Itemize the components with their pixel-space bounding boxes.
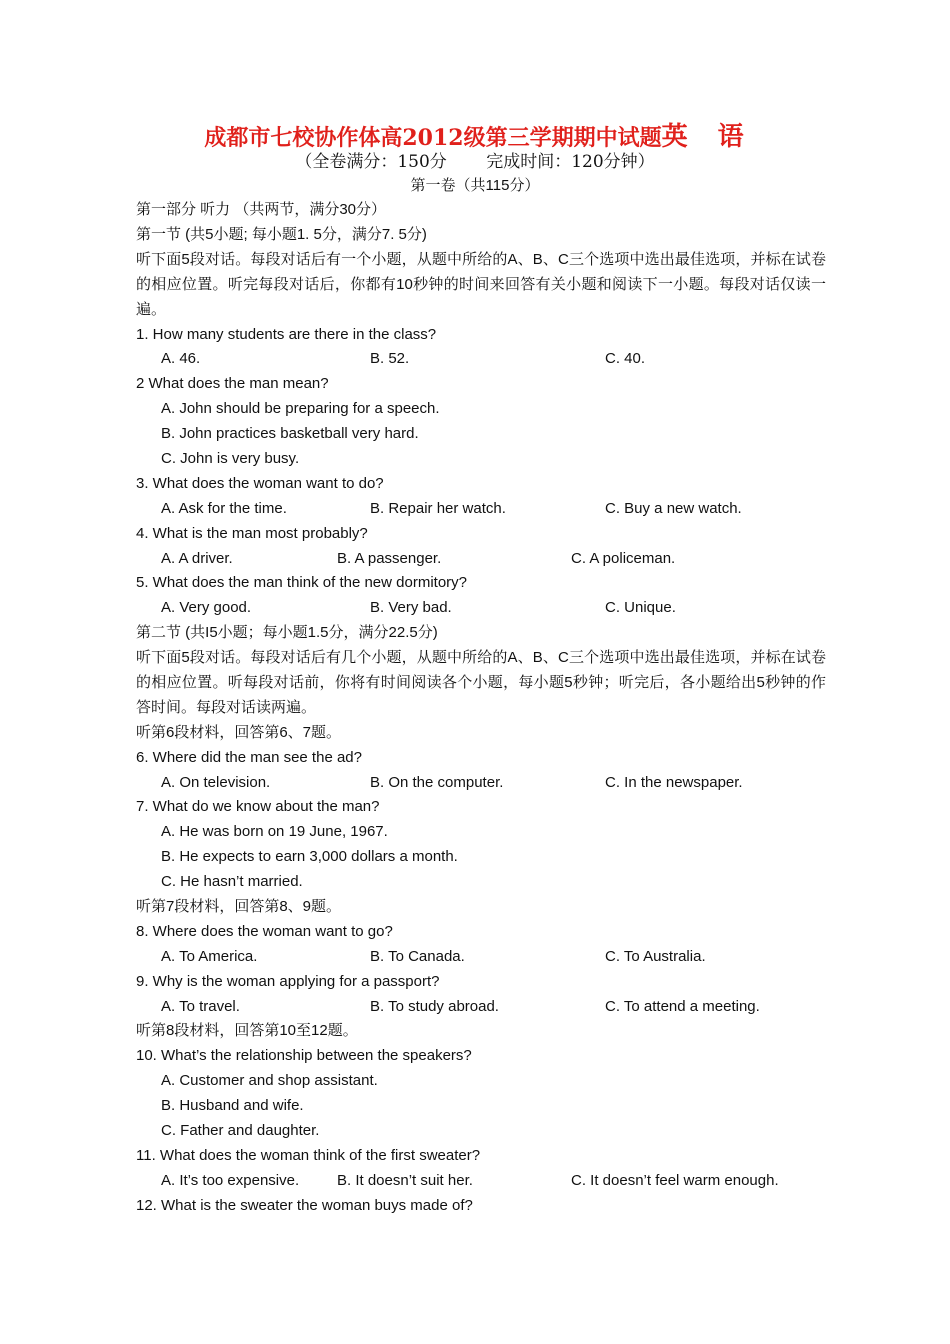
q8-option-c: C. To Australia. (605, 947, 706, 965)
q4-option-a: A. A driver. (161, 549, 233, 567)
q11-option-a: A. It’s too expensive. (161, 1171, 300, 1189)
q4-option-c: C. A policeman. (571, 549, 676, 567)
q4-option-b: B. A passenger. (337, 549, 442, 567)
q2-option-a: A. John should be preparing for a speech. (161, 400, 440, 418)
question-2: 2 What does the man mean? (136, 375, 329, 393)
question-1: 1. How many students are there in the class? (136, 325, 437, 343)
question-6: 6. Where did the man see the ad? (136, 748, 362, 766)
part1-heading: 第一部分 听力 （共两节，满分30分） (136, 201, 387, 218)
q2-option-b: B. John practices basketball very hard. (161, 425, 419, 443)
material-8-note: 听第8段材料，回答第10至12题。 (136, 1022, 358, 1040)
q11-option-b: B. It doesn’t suit her. (337, 1171, 473, 1189)
q5-option-c: C. Unique. (605, 599, 676, 617)
q1-option-a: A. 46. (161, 350, 201, 368)
q6-option-b: B. On the computer. (370, 773, 504, 791)
q1-option-b: B. 52. (370, 350, 410, 368)
material-6-note: 听第6段材料，回答第6、7题。 (136, 723, 342, 741)
q3-option-a: A. Ask for the time. (161, 499, 287, 517)
question-12: 12. What is the sweater the woman buys made of? (136, 1196, 473, 1214)
question-11: 11. What does the woman think of the first sweater? (136, 1146, 481, 1164)
question-6-options (136, 771, 826, 796)
question-5-options (136, 596, 826, 621)
q6-option-c: C. In the newspaper. (605, 773, 743, 791)
q6-option-a: A. On television. (161, 773, 271, 791)
q9-option-c: C. To attend a meeting. (605, 997, 760, 1015)
q10-option-a: A. Customer and shop assistant. (161, 1072, 378, 1090)
question-3-options (136, 497, 826, 522)
q5-option-b: B. Very bad. (370, 599, 452, 617)
q1-option-c: C. 40. (605, 350, 646, 368)
exam-subtitle: （全卷满分：150分 完成时间：120分钟） (295, 152, 655, 172)
q3-option-c: C. Buy a new watch. (605, 499, 742, 517)
question-9-options (136, 995, 826, 1020)
q10-option-b: B. Husband and wife. (161, 1097, 304, 1115)
q8-option-a: A. To America. (161, 947, 258, 965)
material-7-note: 听第7段材料，回答第8、9题。 (136, 898, 342, 916)
section2-heading: 第二节 (共I5小题；每小题1.5分，满分22.5分) (136, 624, 438, 642)
exam-title-main: 成都市七校协作体高2012级第三学期期中试题 (204, 125, 662, 151)
q9-option-b: B. To study abroad. (370, 997, 499, 1015)
section2-instructions: 听下面5段对话。每段对话后有几个小题，从题中所给的A、B、C三个选项中选出最佳选项，并标在试卷的相应位置。听每段对话前，你将有时间阅读各个小题，每小题5秒钟；听完后，各小题给出5秒钟的作答时间。每段对话读两遍。 (136, 649, 826, 716)
q8-option-b: B. To Canada. (370, 947, 465, 965)
q2-option-c: C. John is very busy. (161, 449, 300, 467)
question-9: 9. Why is the woman applying for a passport? (136, 972, 440, 990)
volume-heading: 第一卷（共115分） (410, 177, 540, 194)
section1-heading: 第一节 (共5小题; 每小题1. 5分，满分7. 5分) (136, 225, 427, 243)
q3-option-b: B. Repair her watch. (370, 499, 506, 517)
question-5: 5. What does the man think of the new dormitory? (136, 574, 468, 592)
exam-title-subject: 英 语 (661, 122, 746, 152)
question-10: 10. What’s the relationship between the speakers? (136, 1047, 472, 1065)
question-11-options (136, 1169, 826, 1194)
question-8: 8. Where does the woman want to go? (136, 922, 393, 940)
question-1-options (136, 347, 826, 372)
question-7: 7. What do we know about the man? (136, 798, 380, 816)
question-4: 4. What is the man most probably? (136, 524, 368, 542)
q7-option-a: A. He was born on 19 June, 1967. (161, 823, 388, 841)
q7-option-b: B. He expects to earn 3,000 dollars a month. (161, 848, 458, 866)
question-4-options (136, 547, 826, 572)
section1-instructions: 听下面5段对话。每段对话后有一个小题，从题中所给的A、B、C三个选项中选出最佳选项，并标在试卷的相应位置。听完每段对话后，你都有10秒钟的时间来回答有关小题和阅读下一小题。每段对话仅读一遍。 (136, 250, 826, 318)
q5-option-a: A. Very good. (161, 599, 252, 617)
question-8-options (136, 945, 826, 970)
q9-option-a: A. To travel. (161, 997, 240, 1015)
exam-content (136, 198, 826, 1219)
question-3: 3. What does the woman want to do? (136, 474, 384, 492)
q7-option-c: C. He hasn’t married. (161, 873, 303, 891)
q11-option-c: C. It doesn’t feel warm enough. (571, 1171, 779, 1189)
q10-option-c: C. Father and daughter. (161, 1122, 320, 1140)
